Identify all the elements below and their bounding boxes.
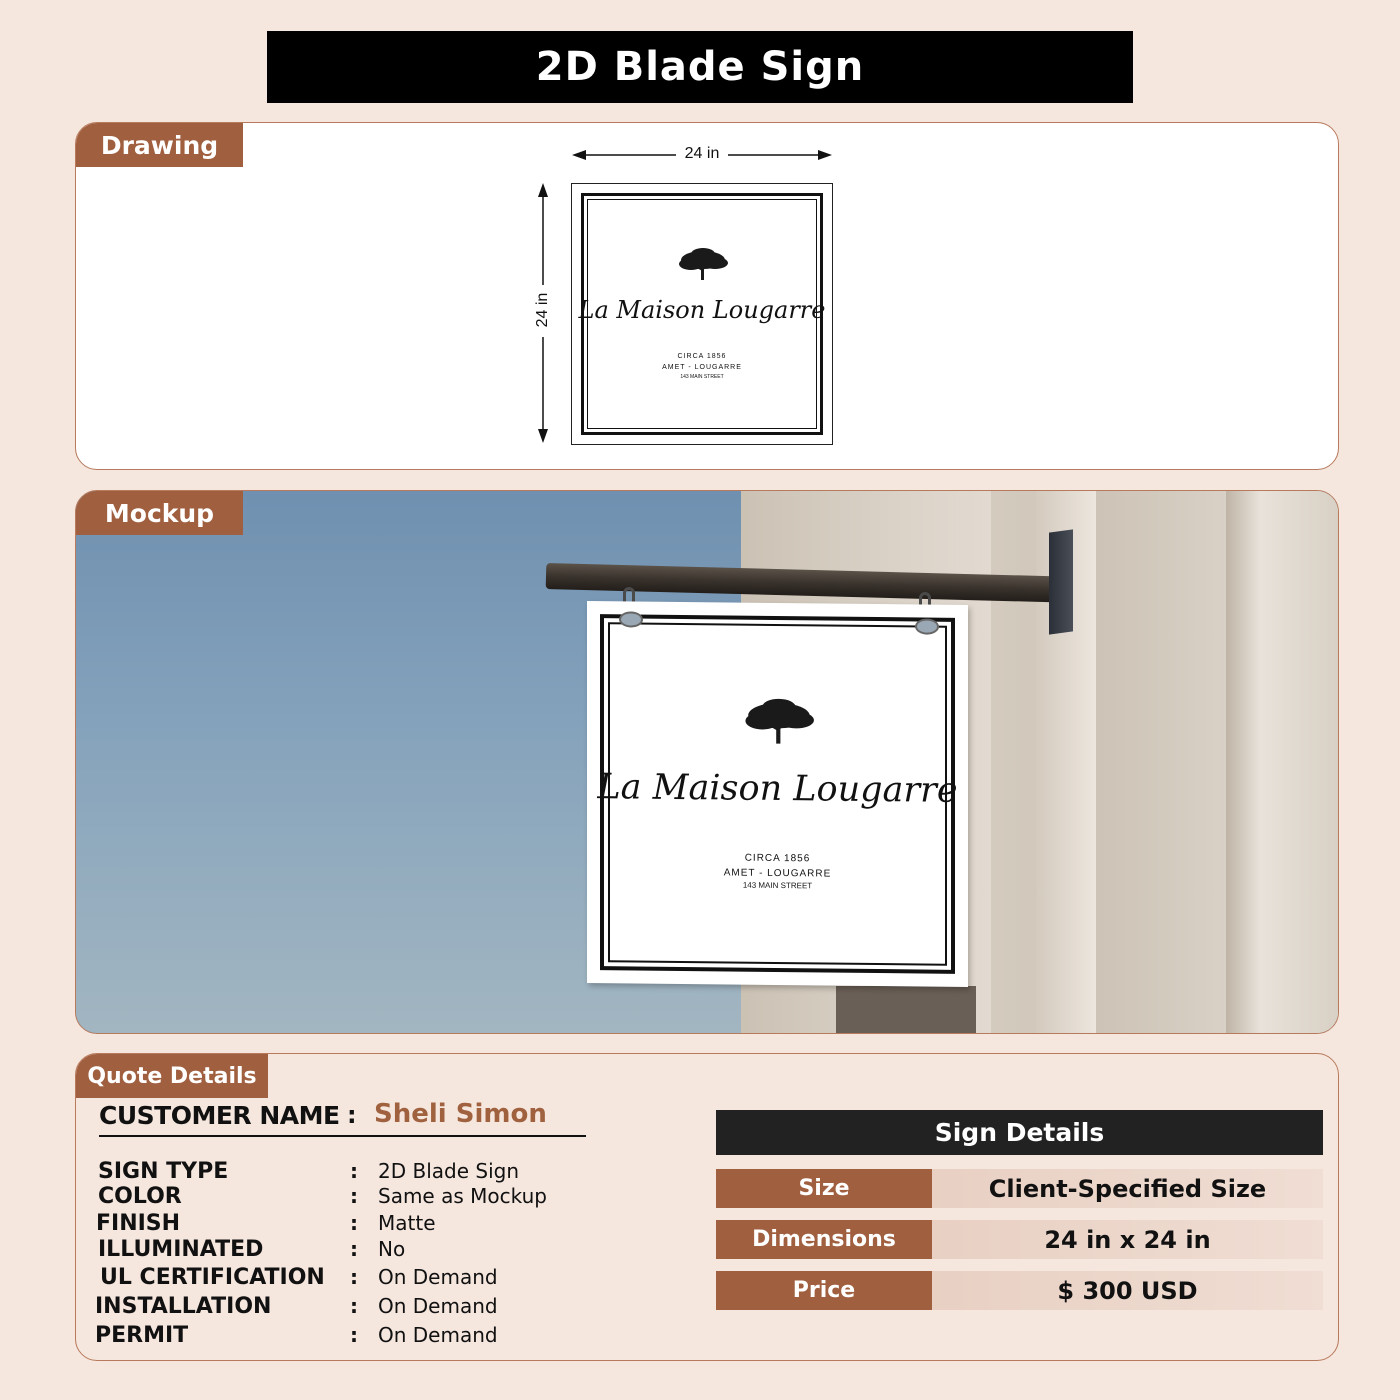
detail-label: ILLUMINATED [98, 1237, 264, 1262]
sign-line-2: AMET - LOUGARRE [662, 364, 742, 371]
sign-details-value: Client-Specified Size [932, 1169, 1323, 1208]
detail-label: INSTALLATION [95, 1294, 272, 1319]
separator: : [347, 1101, 357, 1129]
width-dimension-label: 24 in [684, 145, 720, 162]
separator: : [350, 1323, 358, 1347]
quote-detail-row [95, 1323, 565, 1349]
separator: : [350, 1184, 358, 1208]
mockup-sign-line-3: 143 MAIN STREET [742, 880, 813, 891]
quote-detail-row [95, 1294, 565, 1320]
quote-detail-row [100, 1265, 570, 1291]
mockup-sign-line-1: CIRCA 1856 [744, 852, 811, 865]
quote-detail-row [96, 1211, 566, 1237]
detail-value: On Demand [378, 1323, 498, 1347]
detail-value: 2D Blade Sign [378, 1159, 519, 1183]
quote-panel [75, 1053, 1339, 1361]
sign-details-key: Price [716, 1271, 932, 1310]
mockup-panel [75, 490, 1339, 1034]
detail-label: PERMIT [95, 1323, 189, 1348]
drawing-panel [75, 122, 1339, 470]
sign-details-row [716, 1220, 1323, 1259]
tree-icon [675, 246, 731, 286]
page-title: 2D Blade Sign [267, 31, 1133, 103]
sign-bracket-plate [1049, 529, 1073, 634]
detail-label: UL CERTIFICATION [100, 1265, 325, 1290]
quote-detail-row [98, 1237, 568, 1263]
sign-details-key: Dimensions [716, 1220, 932, 1259]
detail-label: FINISH [96, 1211, 181, 1236]
quote-detail-row [98, 1184, 568, 1210]
separator: : [350, 1294, 358, 1318]
quote-details-tab: Quote Details [76, 1054, 268, 1098]
sign-details-row [716, 1271, 1323, 1310]
detail-value: Same as Mockup [378, 1184, 547, 1208]
detail-value: No [378, 1237, 406, 1261]
sign-details-value: 24 in x 24 in [932, 1220, 1323, 1259]
separator: : [350, 1211, 358, 1235]
business-name: La Maison Lougarre [578, 296, 826, 324]
customer-name-label: CUSTOMER NAME [99, 1101, 340, 1130]
sign-drawing [571, 183, 833, 445]
mockup-sign [587, 601, 968, 987]
sign-details-key: Size [716, 1169, 932, 1208]
drawing-tab: Drawing [76, 123, 243, 167]
separator: : [350, 1237, 358, 1261]
tree-icon [737, 696, 821, 753]
sign-line-1: CIRCA 1856 [677, 353, 727, 360]
detail-value: On Demand [378, 1294, 498, 1318]
detail-label: SIGN TYPE [98, 1159, 229, 1184]
sign-details-value: $ 300 USD [932, 1271, 1323, 1310]
separator: : [350, 1159, 358, 1183]
customer-name-value: Sheli Simon [374, 1099, 547, 1129]
sign-details-header: Sign Details [716, 1110, 1323, 1155]
sign-details-row [716, 1169, 1323, 1208]
mockup-tab: Mockup [76, 491, 243, 535]
mockup-business-name: La Maison Lougarre [597, 767, 958, 811]
height-dimension-label: 24 in [534, 292, 551, 328]
quote-detail-row [98, 1159, 568, 1185]
detail-label: COLOR [98, 1184, 182, 1209]
customer-name-row [99, 1099, 586, 1137]
separator: : [350, 1265, 358, 1289]
detail-value: Matte [378, 1211, 436, 1235]
detail-value: On Demand [378, 1265, 498, 1289]
sign-line-3: 143 MAIN STREET [680, 374, 724, 380]
mockup-sign-line-2: AMET - LOUGARRE [723, 867, 832, 880]
